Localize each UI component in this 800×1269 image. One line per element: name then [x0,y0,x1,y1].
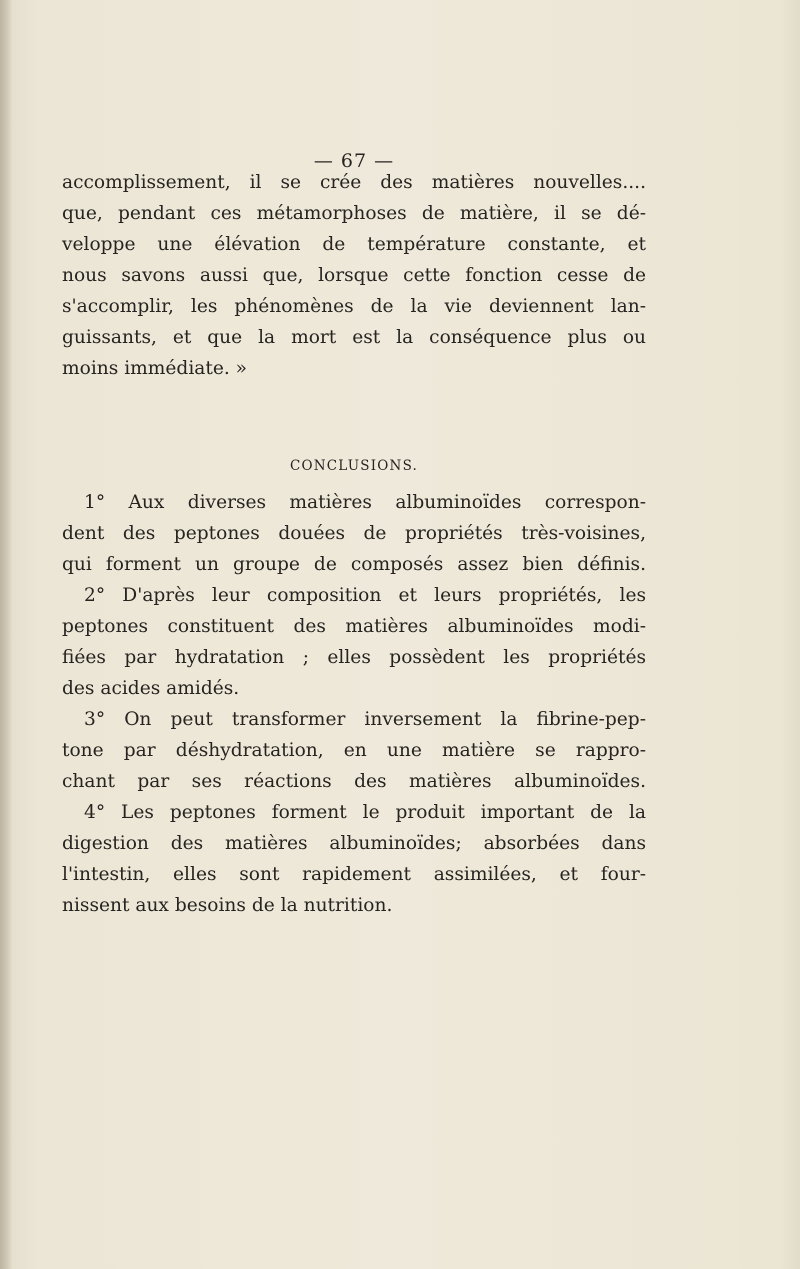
conclusion-line: qui forment un groupe de composés assez bien définis. [62,554,646,575]
conclusion-line: nissent aux besoins de la nutrition. [62,895,393,916]
text-line: moins immédiate. » [62,358,248,379]
page-binding-edge [0,0,12,1269]
section-heading: CONCLUSIONS. [289,458,419,474]
text-line: accomplissement, il se crée des matières nouvelles.... [62,172,646,193]
conclusion-line: 4° Les peptones forment le produit important de la [84,802,646,823]
conclusion-line: 3° On peut transformer inversement la fibrine-pep- [84,709,646,730]
conclusion-line: peptones constituent des matières albuminoïdes modi- [62,616,646,637]
text-line: que, pendant ces métamorphoses de matière, il se dé- [62,203,646,224]
conclusion-line: l'intestin, elles sont rapidement assimilées, et four- [62,864,646,885]
conclusion-line: tone par déshydratation, en une matière se rappro- [62,740,646,761]
text-line: guissants, et que la mort est la conséquence plus ou [62,327,646,348]
conclusion-line: des acides amidés. [62,678,240,699]
text-line: s'accomplir, les phénomènes de la vie deviennent lan- [62,296,646,317]
text-line: veloppe une élévation de température constante, et [62,234,646,255]
conclusion-line: 1° Aux diverses matières albuminoïdes correspon- [84,492,646,513]
page-number: — 67 — [313,150,395,172]
conclusion-line: dent des peptones douées de propriétés très-voisines, [62,523,646,544]
conclusion-line: 2° D'après leur composition et leurs propriétés, les [84,585,646,606]
conclusion-line: digestion des matières albuminoïdes; absorbées dans [62,833,646,854]
conclusion-line: fiées par hydratation ; elles possèdent les propriétés [62,647,646,668]
text-line: nous savons aussi que, lorsque cette fonction cesse de [62,265,646,286]
conclusion-line: chant par ses réactions des matières albuminoïdes. [62,771,646,792]
